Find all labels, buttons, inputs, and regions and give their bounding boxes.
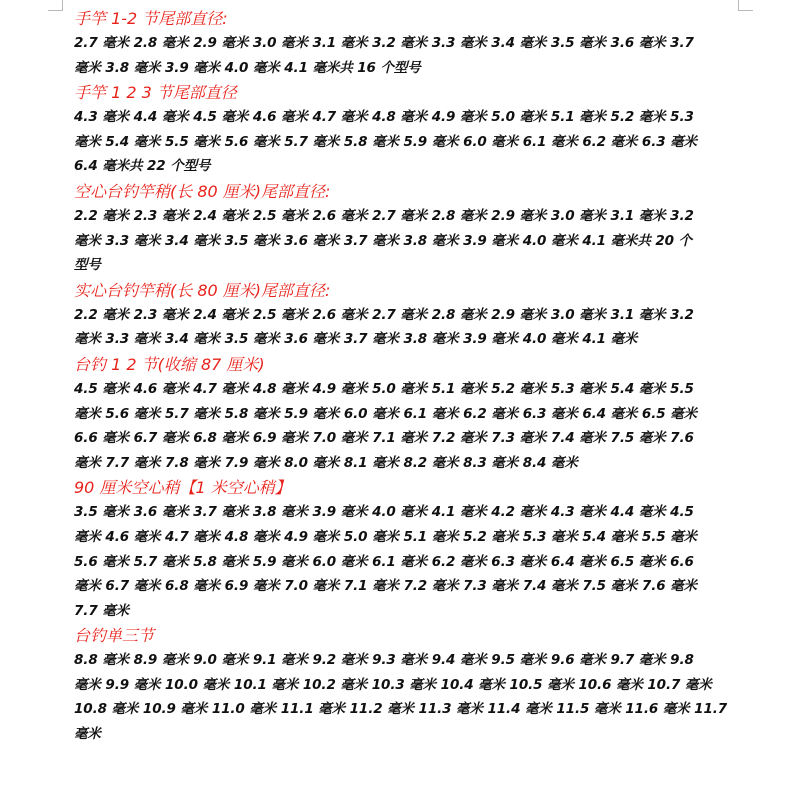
section-text-line: 毫米 7.7 毫米 7.8 毫米 7.9 毫米 8.0 毫米 8.1 毫米 8.2 毫米 8.3 毫米 8.4 毫米 bbox=[74, 454, 578, 471]
section-text-line: 2.7 毫米 2.8 毫米 2.9 毫米 3.0 毫米 3.1 毫米 3.2 毫米 3.3 毫米 3.4 毫米 3.5 毫米 3.6 毫米 3.7 bbox=[74, 35, 694, 51]
section-text-line: 毫米 6.7 毫米 6.8 毫米 6.9 毫米 7.0 毫米 7.1 毫米 7.2 毫米 7.3 毫米 7.4 毫米 7.5 毫米 7.6 毫米 bbox=[74, 578, 697, 595]
section-text-line: 5.6 毫米 5.7 毫米 5.8 毫米 5.9 毫米 6.0 毫米 6.1 毫米 6.2 毫米 6.3 毫米 6.4 毫米 6.5 毫米 6.6 bbox=[74, 553, 694, 570]
section-handrod-1-2-3 bbox=[74, 80, 740, 179]
section-heading: 台钓 1 2 节(收缩 87 厘米) bbox=[74, 354, 265, 374]
section-90cm-hollow-tip bbox=[74, 475, 740, 623]
section-text-line: 4.5 毫米 4.6 毫米 4.7 毫米 4.8 毫米 4.9 毫米 5.0 毫米 5.1 毫米 5.2 毫米 5.3 毫米 5.4 毫米 5.5 bbox=[74, 380, 694, 397]
section-heading: 台钓单三节 bbox=[74, 626, 155, 646]
section-heading: 手竿 1-2 节尾部直径: bbox=[74, 9, 228, 28]
section-handrod-1-2 bbox=[74, 6, 740, 80]
section-text-line: 毫米 5.4 毫米 5.5 毫米 5.6 毫米 5.7 毫米 5.8 毫米 5.9 毫米 6.0 毫米 6.1 毫米 6.2 毫米 6.3 毫米 bbox=[74, 133, 697, 150]
section-text-line: 毫米 3.3 毫米 3.4 毫米 3.5 毫米 3.6 毫米 3.7 毫米 3.8 毫米 3.9 毫米 4.0 毫米 4.1 毫米 bbox=[74, 331, 638, 348]
section-platform-single-three bbox=[74, 623, 740, 746]
section-text-line: 2.2 毫米 2.3 毫米 2.4 毫米 2.5 毫米 2.6 毫米 2.7 毫米 2.8 毫米 2.9 毫米 3.0 毫米 3.1 毫米 3.2 bbox=[74, 207, 694, 224]
section-text-line: 2.2 毫米 2.3 毫米 2.4 毫米 2.5 毫米 2.6 毫米 2.7 毫米 2.8 毫米 2.9 毫米 3.0 毫米 3.1 毫米 3.2 bbox=[74, 306, 694, 323]
page-corner-mark-left bbox=[48, 0, 63, 11]
section-heading: 实心台钓竿稍(长 80 厘米)尾部直径: bbox=[74, 280, 331, 300]
section-text-line: 6.6 毫米 6.7 毫米 6.8 毫米 6.9 毫米 7.0 毫米 7.1 毫米 7.2 毫米 7.3 毫米 7.4 毫米 7.5 毫米 7.6 bbox=[74, 430, 694, 447]
section-solid-tip bbox=[74, 278, 740, 352]
section-text-line: 毫米 9.9 毫米 10.0 毫米 10.1 毫米 10.2 毫米 10.3 毫米 10.4 毫米 10.5 毫米 10.6 毫米 10.7 毫米 bbox=[74, 676, 712, 693]
section-text-line: 毫米 5.6 毫米 5.7 毫米 5.8 毫米 5.9 毫米 6.0 毫米 6.1 毫米 6.2 毫米 6.3 毫米 6.4 毫米 6.5 毫米 bbox=[74, 405, 697, 422]
section-hollow-tip bbox=[74, 179, 740, 278]
section-text-line: 8.8 毫米 8.9 毫米 9.0 毫米 9.1 毫米 9.2 毫米 9.3 毫米 9.4 毫米 9.5 毫米 9.6 毫米 9.7 毫米 9.8 bbox=[74, 652, 694, 669]
section-heading: 手竿 1 2 3 节尾部直径 bbox=[74, 83, 237, 103]
page-corner-mark-right bbox=[738, 0, 753, 11]
section-heading: 90 厘米空心稍【1 米空心稍】 bbox=[74, 478, 291, 498]
section-text-line: 毫米 3.3 毫米 3.4 毫米 3.5 毫米 3.6 毫米 3.7 毫米 3.8 毫米 3.9 毫米 4.0 毫米 4.1 毫米共 20 个 bbox=[74, 232, 692, 249]
section-text-line: 毫米 3.8 毫米 3.9 毫米 4.0 毫米 4.1 毫米共 16 个型号 bbox=[74, 59, 421, 76]
section-text-line: 3.5 毫米 3.6 毫米 3.7 毫米 3.8 毫米 3.9 毫米 4.0 毫米 4.1 毫米 4.2 毫米 4.3 毫米 4.4 毫米 4.5 bbox=[74, 504, 694, 521]
section-heading: 空心台钓竿稍(长 80 厘米)尾部直径: bbox=[74, 181, 331, 201]
section-text-line: 6.4 毫米共 22 个型号 bbox=[74, 158, 211, 175]
document-content bbox=[74, 6, 740, 747]
section-platform-1-2 bbox=[74, 352, 740, 475]
section-text-line: 10.8 毫米 10.9 毫米 11.0 毫米 11.1 毫米 11.2 毫米 11.3 毫米 11.4 毫米 11.5 毫米 11.6 毫米 11.7 bbox=[74, 701, 728, 718]
section-text-line: 4.3 毫米 4.4 毫米 4.5 毫米 4.6 毫米 4.7 毫米 4.8 毫米 4.9 毫米 5.0 毫米 5.1 毫米 5.2 毫米 5.3 bbox=[74, 109, 694, 126]
section-text-line: 毫米 4.6 毫米 4.7 毫米 4.8 毫米 4.9 毫米 5.0 毫米 5.1 毫米 5.2 毫米 5.3 毫米 5.4 毫米 5.5 毫米 bbox=[74, 528, 697, 545]
section-text-line: 型号 bbox=[74, 257, 101, 274]
section-text-line: 毫米 bbox=[74, 726, 101, 743]
section-text-line: 7.7 毫米 bbox=[74, 602, 130, 619]
